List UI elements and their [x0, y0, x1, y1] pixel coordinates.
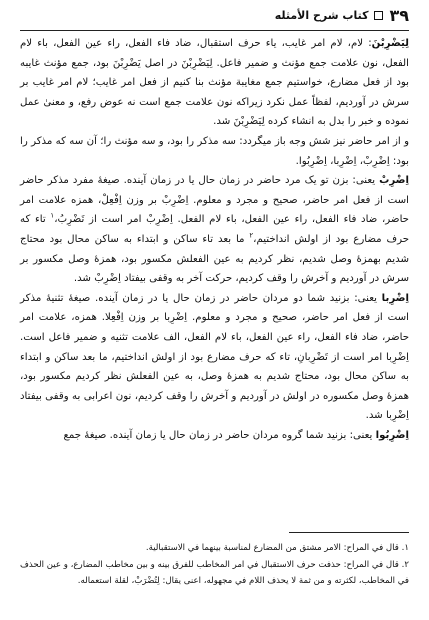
paragraph-term: لِيَضْرِبْنَ: [371, 38, 409, 49]
paragraph-text: : لام، لام امر غايب، ياء حرف استقبال، ضاد فاء الفعل، راء عين الفعل، باء لام الفعل، نون علامت جمع مؤنث و ضمير فاعل. لِيَضْرِبْنَ در اصل يَضْرِبْنَ بود، جمع مؤنث غايبه بود از فعل مضارع، خواستيم جمع مغايبة مؤنث بنا كنيم از فعل امر غايب؛ لام امر غايب بر سرش در آورديم، لفظاً عمل نكرد زيراكه نون علامت جمع است نه عوض رفع، و معنیٰ عمل نموده و خبر را بدل به انشاء كرده لِيَضْرِبْنَ شد.: [20, 38, 409, 128]
page-number: ۳۹: [389, 5, 409, 25]
footnote-marker: ۲: [249, 231, 254, 240]
paragraph: [20, 171, 409, 289]
paragraph-text: تاء كه حرف مضارع بود از اولش انداختيم،: [20, 214, 409, 245]
paragraph-term: اِضْرِبْ: [379, 175, 409, 187]
paragraph: [20, 426, 409, 446]
footnote: ۲. قال في المراح: حذفت حرف الاستقبال في امر المخاطب للفرق بينه و بين مخاطب المضارع، و عين الحذف في المخاطب، لكثرته و من ثمة لا يحذف اللام في مجهوله، اعنى يقال: لِتُضْرَبْ، لقلة استعماله.: [20, 559, 409, 586]
paragraph-text: يعنى: بزن تو يک مرد حاضر در زمان حال يا در زمان آينده. صيغهٔ مفرد مذكر حاضر است از فعل امر حاضر، صحيح و مجرد و معلوم. اِضْرِبْ بر وزن اِفْعِلْ، همزه علامت امر حاضر، ضاد فاء الفعل، راء عين الفعل، باء لام الفعل. اِضْرِبْ امر است از تَضْرِبُ،: [20, 175, 409, 226]
footnote-divider: [289, 532, 409, 533]
paragraph-term: اِضْرِبُوا: [375, 429, 409, 441]
main-text: [20, 34, 409, 445]
document-page: [20, 0, 409, 620]
paragraph: [20, 34, 409, 132]
paragraph: [20, 132, 409, 171]
paragraph: [20, 289, 409, 426]
paragraph-text: يعنى: بزنيد شما دو مردان حاضر در زمان حال يا در زمان آينده. صيغهٔ تثنيهٔ مذكر است از فعل امر حاضر، صحيح و مجرد و معلوم. اِضْرِبا بر وزن اِفْعِلا. همزه، علامت امر حاضر، ضاد فاء الفعل، راء عين الفعل، باء لام الفعل، الف علامت تثنيه و ضمير فاعل است. اِضْرِبا امر است از تَضْرِبانِ، تاء كه حرف مضارع بود از اولش انداختيم، ما بعد ساكن و ابتداء به ساكن محال بود، محتاج شديم به همزهٔ وصل، به عين الفعلش نظر كرديم مكسور بود، همزهٔ وصل مكسوره در اولش در آورديم و آخرش را وقف كرديم، نون اعرابى به وقفى بيفتاد اِضْرِبا شد.: [20, 292, 409, 422]
paragraph-text: ما بعد تاء ساكن و ابتداء به ساكن محال بود محتاج شديم بهمزهٔ وصل شديم، نظر كرديم به عين الفعلش مكسور بود، همزهٔ وصل مكسور بر سرش در آورديم و آخرش را وقف كرديم، حركت آخر به وقفى بيفتاد اِضْرِبْ شد.: [20, 233, 409, 285]
square-ornament-icon: [374, 11, 383, 20]
paragraph-term: اِضْرِبا: [381, 292, 409, 304]
footnote-marker: ۱: [50, 211, 55, 220]
footnotes: [20, 540, 409, 590]
book-title: کتاب شرح الأمثله: [274, 8, 369, 22]
paragraph-text: يعنى: بزنيد شما گروه مردان حاضر در زمان حال يا زمان آينده. صيغهٔ جمع: [63, 429, 376, 441]
paragraph-text: و از امر حاضر نيز شش وجه باز میگردد: سه مذكر را بود، و سه مؤنث را؛ آن سه كه مذكر را بود: اِضْرِبْ، اِضْرِبا، اِضْرِبُوا.: [20, 135, 409, 167]
page-header: [20, 2, 409, 28]
header-divider: [20, 30, 409, 31]
footnote: ۱. قال في المراح: الامر مشتق من المضارع لمناسبة بينهما في الاستقبالية.: [145, 543, 409, 553]
